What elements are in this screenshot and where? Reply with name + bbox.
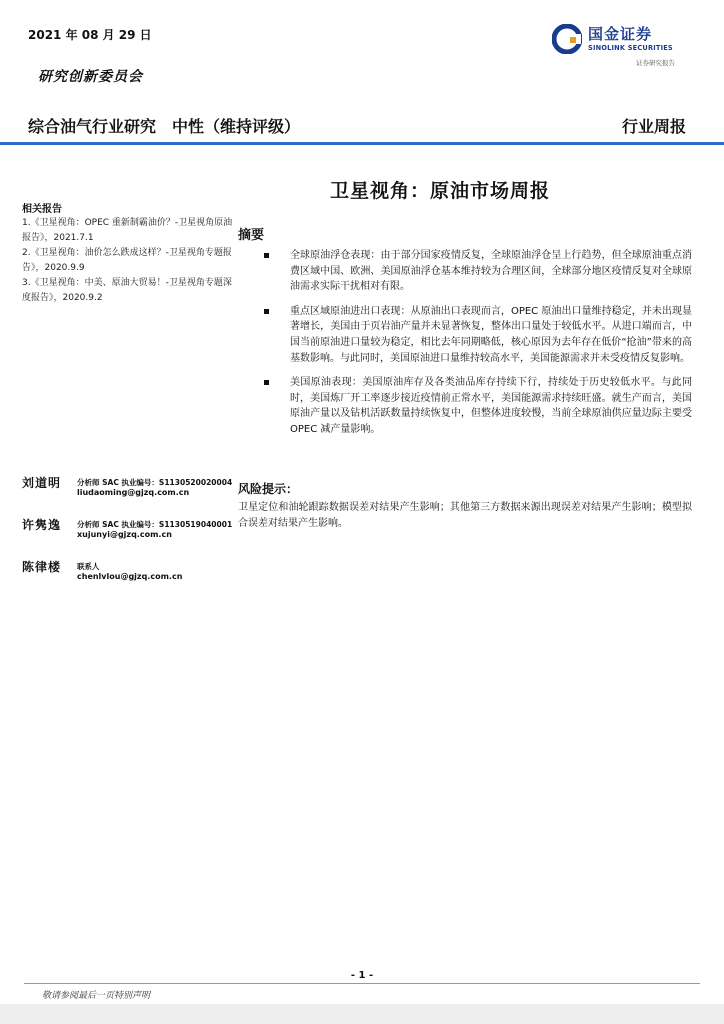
analyst-license: 分析师 SAC 执业编号：S1130519040001	[77, 520, 233, 529]
related-report-item: 3.《卫星视角：中美、原油大贸易！-卫星视角专题深度报告》，2020.9.2	[22, 278, 232, 303]
analyst-entry	[22, 558, 232, 600]
analyst-license: 分析师 SAC 执业编号：S1130520020004	[77, 478, 233, 487]
bullet-square-icon	[264, 253, 269, 258]
analyst-email[interactable]: chenlvlou@gjzq.com.cn	[77, 572, 183, 581]
summary-bullet	[262, 248, 692, 295]
header-divider	[0, 142, 724, 145]
analyst-email[interactable]: xujunyi@gjzq.com.cn	[77, 530, 172, 539]
bottom-band	[0, 1004, 724, 1024]
risk-text: 卫星定位和油轮跟踪数据误差对结果产生影响；其他第三方数据来源出现误差对结果产生影响；模型拟合误差对结果产生影响。	[238, 502, 692, 529]
bullet-square-icon	[264, 380, 269, 385]
related-reports-list	[22, 216, 234, 306]
summary-bullet-text: 重点区域原油进出口表现：从原油出口表现而言，OPEC 原油出口量维持稳定，并未出现显著增长，美国由于页岩油产量并未显著恢复，整体出口量处于较低水平。从进口端而言，中国当前原油进口量较为稳定，相比去年同期略低，核心原因为去年存在低价“抢油”带来的高基数影响。与此同时，美国原油进口量维持较高水平，美国能源需求并未受疫情反复影响。	[290, 305, 692, 364]
summary-bullet	[262, 375, 692, 437]
analyst-name: 陈律楼	[22, 560, 62, 574]
analyst-entry	[22, 474, 232, 516]
bullet-square-icon	[264, 309, 269, 314]
footer-disclaimer: 敬请参阅最后一页特别声明	[42, 991, 151, 1001]
industry-rating: 综合油气行业研究 中性（维持评级）	[28, 117, 301, 136]
logo-subtitle: 证券研究报告	[636, 59, 675, 67]
summary-bullet	[262, 304, 692, 366]
company-logo	[552, 22, 692, 68]
page-number: - 1 -	[350, 970, 374, 981]
related-report-item: 1.《卫星视角：OPEC 重新制霸油价？-卫星视角原油报告》，2021.7.1	[22, 218, 233, 243]
analyst-entry	[22, 516, 232, 558]
committee-label: 研究创新委员会	[38, 69, 143, 85]
page-title: 卫星视角：原油市场周报	[330, 180, 551, 202]
logo-english-name: SINOLINK SECURITIES	[588, 44, 673, 52]
analyst-list	[22, 474, 232, 600]
analyst-license: 联系人	[77, 562, 100, 571]
analyst-email[interactable]: liudaoming@gjzq.com.cn	[77, 488, 190, 497]
analyst-name: 许隽逸	[22, 518, 62, 532]
summary-heading: 摘要	[238, 228, 265, 243]
analyst-name: 刘道明	[22, 476, 62, 490]
footer-divider	[24, 983, 700, 984]
summary-bullet-text: 全球原油浮仓表现：由于部分国家疫情反复，全球原油浮仓呈上行趋势，但全球原油重点消费区域中国、欧洲、美国原油浮仓基本维持较为合理区间，全球部分地区疫情反复对全球原油需求实际干扰相对有限。	[290, 250, 692, 293]
risk-heading: 风险提示：	[238, 482, 299, 496]
summary-bullet-text: 美国原油表现：美国原油库存及各类油品库存持续下行，持续处于历史较低水平。与此同时，美国炼厂开工率逐步接近疫情前正常水平，美国能源需求持续旺盛。就生产而言，美国原油产量以及钻机活跃数量持续恢复中，但整体进度较慢，当前全球原油供应量边际主要受 OPEC 减产量影响。	[290, 377, 692, 435]
related-reports-heading: 相关报告	[22, 204, 62, 215]
logo-chinese-name: 国金证券	[588, 25, 653, 43]
sinolink-logo-icon	[552, 24, 582, 54]
report-date: 2021 年 08 月 29 日	[28, 28, 152, 42]
related-report-item: 2.《卫星视角：油价怎么跌成这样？-卫星视角专题报告》，2020.9.9	[22, 248, 232, 273]
summary-bullets	[262, 248, 692, 447]
report-type: 行业周报	[621, 117, 686, 136]
